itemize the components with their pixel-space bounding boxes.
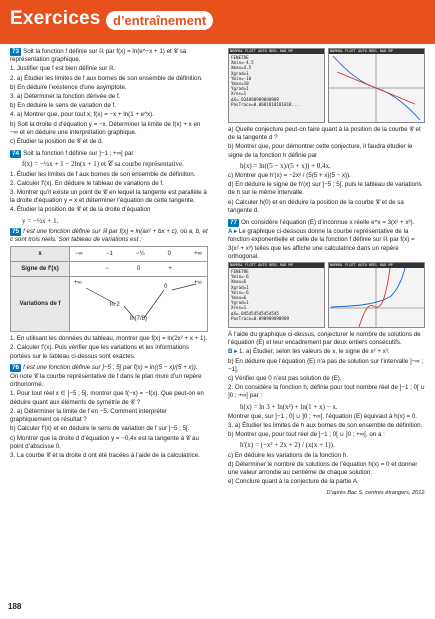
question: 4. a) Montrer que, pour tout x, f(x) = −x + ln(1 + e^x). (10, 111, 154, 119)
variation-value: ln 2 (110, 302, 120, 309)
exercise-intro: f est une fonction définie sur ]−5 ; 5[ par f(x) = ln((5 − x)/(5 + x)). (23, 363, 198, 371)
question: 1. Étudier les limites de f aux bornes de son ensemble de définition. (10, 170, 196, 178)
variation-value: ln(7/8) (130, 316, 148, 323)
question: 4. Étudier la position de 𝒞 et de la droite d’équation (10, 206, 151, 214)
part-label: B ▸ (228, 348, 238, 356)
sign-value: + (168, 266, 172, 273)
calc-line: Ygrad=1 (231, 300, 249, 306)
variation-table (10, 246, 208, 332)
variation-value: +∞ (74, 280, 82, 287)
question: 2. Calculer f′(x). En déduire le tableau de variations de f. (10, 179, 164, 187)
calculator-window-settings (228, 262, 325, 328)
question: b) En déduire que l’équation (E) n’a pas de solution sur l’intervalle ]−∞ ; −1]. (228, 357, 424, 373)
exercise-intro: On considère l’équation (E) d’inconnue x réelle e^x = 3(x² + x³). (241, 219, 415, 227)
calculator-window-settings (228, 48, 325, 123)
question: c) Montrer que h′(x) = −2x² / (5(5 + x)(5 − x)). (228, 172, 351, 180)
exercise-intro: Soit la fonction f définie sur ℝ par f(x) = ln(e^−x + 1) et 𝒞 sa représentation graphique. (10, 48, 187, 64)
part-label: A ▸ (228, 228, 238, 236)
question: 2. a) Déterminer la limite de f en −5. Comment interpréter graphiquement ce résultat ? (10, 407, 167, 424)
question: 3. a) Déterminer la fonction dérivée de f. (10, 93, 121, 101)
calc-line: ΔX=.034090909090909 (231, 96, 279, 102)
exercise-76 (10, 364, 208, 460)
exercise-number: 76 (12, 363, 20, 371)
paragraph: Le graphique ci-dessous donne la courbe représentative de la fonction exponentielle et celle de la fonction f définie sur ℝ par f(x) = 3(x² + x³) telles que les affiche une calculatrice dans un repère orthogonal. (228, 228, 415, 260)
calc-line: Xmax=6 (231, 279, 247, 285)
question: Montrer que, sur ]−1 ; 0[ ∪ ]0 ; +∞[, l’équation (E) équivaut à h(x) = 0. (228, 412, 417, 420)
section-title: Exercices (10, 8, 101, 29)
x-label: x (11, 247, 70, 262)
calc-line: Xgrad=1 (231, 284, 249, 290)
question: 2. a) Étudier les limites de f aux bornes de son ensemble de définition. (10, 74, 203, 82)
calculator-status-bar: NORMAL FLOTT AUTO RÉEL RAD MP (329, 263, 424, 268)
exercise-77 (228, 219, 426, 497)
sign-label: Signe de f′(x) (11, 262, 70, 277)
calc-line: Ymin=-10 (231, 75, 252, 81)
question: b) Montrer que, pour démontrer cette conjecture, il faudra étudier le signe de la fonction h définie par (228, 143, 413, 159)
question: 2. On considère la fonction h, définie pour tout nombre réel de ]−1 ; 0[ ∪ ]0 ; +∞[ par : (228, 384, 425, 400)
sign-value: − (105, 266, 109, 273)
calc-line: PasTrace=0.090909090909 (231, 315, 289, 321)
question: 1. Justifier que f est bien définie sur ℝ. (10, 65, 116, 73)
graph-plot (329, 268, 424, 327)
page-header (0, 0, 435, 44)
question: 3. a) Étudier les limites de h aux bornes de son ensemble de définition. (228, 422, 423, 430)
calculator-status-bar: NORMAL FLOTT AUTO RÉEL RAD MP (329, 49, 424, 54)
question: b) Montrer que, pour tout réel de ]−1 ; 0[ ∪ ]0 ; +∞[, on a : (228, 431, 385, 439)
formula: y = −½x + 1. (22, 216, 59, 225)
calculator-graph (328, 48, 425, 123)
calc-line: PasTrace=0.0681818181818... (231, 101, 300, 107)
right-column (228, 48, 426, 502)
calculator-status-bar: NORMAL FLOTT AUTO RÉEL RAD MP (229, 49, 324, 54)
question: d) Déterminer le nombre de solutions de l’équation h(x) = 0 et donner une valeur arrondie au centième de chaque solution. (228, 460, 418, 477)
question: c) Étudier la position de 𝒞 et de d. (10, 138, 104, 146)
formula: h(x) = ln((5 − x)/(5 + x)) + 0,4x. (240, 161, 331, 170)
exercise-number: 77 (230, 219, 238, 227)
calculator-screens-2 (228, 262, 426, 328)
question: 3. Montrer qu’il existe un point de 𝒞 en lequel la tangente est parallèle à la droite d’équation y = x et déterminer l’équation de cette tangente. (10, 189, 207, 205)
variation-value: 0 (164, 284, 168, 291)
page-number: 188 (8, 602, 22, 611)
question: b) Calculer f′(x) et en déduire le sens de variation de f sur ]−5 ; 5[. (10, 425, 190, 433)
question: e) Calculer h(0) et en déduire la position de la courbe 𝒞 et de sa tangente d. (228, 198, 404, 214)
x-value: +∞ (194, 251, 202, 258)
calc-line: Xres=1 (231, 305, 247, 311)
calc-line: ΔX=.045454545454545 (231, 310, 279, 316)
calculator-status-bar: NORMAL FLOTT AUTO RÉEL RAD MP (229, 263, 324, 268)
calc-line: Xres=1 (231, 91, 247, 97)
formula: f(x) = −½x + 1 − 2ln(x + 1) et 𝒞 sa courbe représentative. (22, 160, 184, 169)
question: b) Soit la droite d d’équation y = −x. Déterminer la limite de f(x) + x en −∞ et en déduire une interprétation graphique. (10, 120, 201, 136)
exercise-73 (10, 48, 208, 146)
calc-line: Ymax=6 (231, 295, 247, 301)
x-value: −1 (105, 251, 113, 258)
question: c) En déduire les variations de la fonction h. (228, 451, 349, 459)
question: 3. La courbe 𝒞 et la droite d ont été tracées à l’aide de la calculatrice. (10, 451, 200, 459)
sign-value: 0 (136, 266, 141, 273)
graph-plot (329, 54, 424, 122)
question: a) Quelle conjecture peut-on faire quant à la position de la courbe 𝒞 et de la tangente d ? (228, 126, 421, 142)
calc-line: Xmin=-4.5 (231, 60, 254, 66)
exercise-74 (10, 150, 208, 225)
exercise-number: 75 (12, 227, 20, 235)
calc-line: Ymin=-6 (231, 274, 249, 280)
question: b) En déduire le sens de variation de f. (10, 102, 116, 110)
calc-line: Xmax=4.5 (231, 65, 252, 71)
x-value: −∞ (75, 251, 83, 258)
left-column (10, 48, 208, 461)
question: b) En déduire l’existence d’une asymptote. (10, 83, 127, 91)
calc-line: FENETRE (231, 269, 249, 275)
source-note: D’après Bac S, centres étrangers, 2012. (326, 489, 426, 496)
section-badge: d’entraînement (106, 11, 213, 30)
x-value: −¼ (135, 251, 145, 258)
paragraph: À l’aide du graphique ci-dessus, conjecturer le nombre de solutions de l’équation (E) et leur encadrement par deux entiers consécutifs. (228, 331, 421, 347)
exercise-intro: f est une fonction définie sur ℝ par f(x) = ln(ax² + bx + c), où a, b, et c sont trois réels. Son tableau de variations est : (10, 227, 208, 244)
question: d) En déduire le signe de h′(x) sur ]−5 ; 5[, puis le tableau de variations de h sur le même intervalle. (228, 181, 422, 197)
question: 2. Calculer f′(x). Puis vérifier que les variations et les informations portées sur le tableau ci-dessus sont exactes. (10, 344, 189, 360)
question: 1. Pour tout réel x ∈ ]−5 ; 5[, montrer que f(−x) = −f(x). Que peut-on en déduire quant aux éléments de symétrie de 𝒞 ? (10, 390, 204, 406)
variation-label: Variations de f (11, 277, 70, 332)
exercise-number: 74 (12, 150, 20, 158)
x-value: 0 (167, 251, 171, 258)
question: e) Conclure quant à la conjecture de la partie A. (228, 478, 359, 486)
calculator-graph (328, 262, 425, 328)
formula: h(x) = ln 3 + ln(x²) + ln(1 + x) − x. (240, 402, 338, 411)
calc-line: Ymin=-6 (231, 289, 249, 295)
paragraph: On note 𝒞 la courbe représentative de f dans le plan muni d’un repère orthonormé. (10, 373, 202, 389)
exercise-intro: Soit la fonction f définie sur ]−1 ; +∞[ par (23, 150, 134, 158)
question: 1. En utilisant les données du tableau, montrer que f(x) = ln(2x² + x + 1). (10, 335, 208, 343)
variation-value: +∞ (194, 280, 202, 287)
calc-line: Ymax=10 (231, 81, 249, 87)
calc-line: Ygrad=1 (231, 86, 249, 92)
question: c) Montrer que la droite d d’équation y = −0,4x est la tangente à 𝒞 au point d’abscisse 0. (10, 434, 199, 450)
exercise-75 (10, 228, 208, 361)
formula: h′(x) = (−x² + 2x + 2) / (x(x + 1)). (240, 441, 335, 450)
question: 1. a) Étudier, selon les valeurs de x, le signe de x² + x³. (239, 348, 390, 356)
calculator-screens-1 (228, 48, 426, 123)
exercise-number: 73 (12, 48, 20, 55)
calc-line: FENETRE (231, 55, 249, 60)
calc-line: Xgrad=1 (231, 70, 249, 76)
question: c) Vérifier que 0 n’est pas solution de (E). (228, 375, 342, 383)
